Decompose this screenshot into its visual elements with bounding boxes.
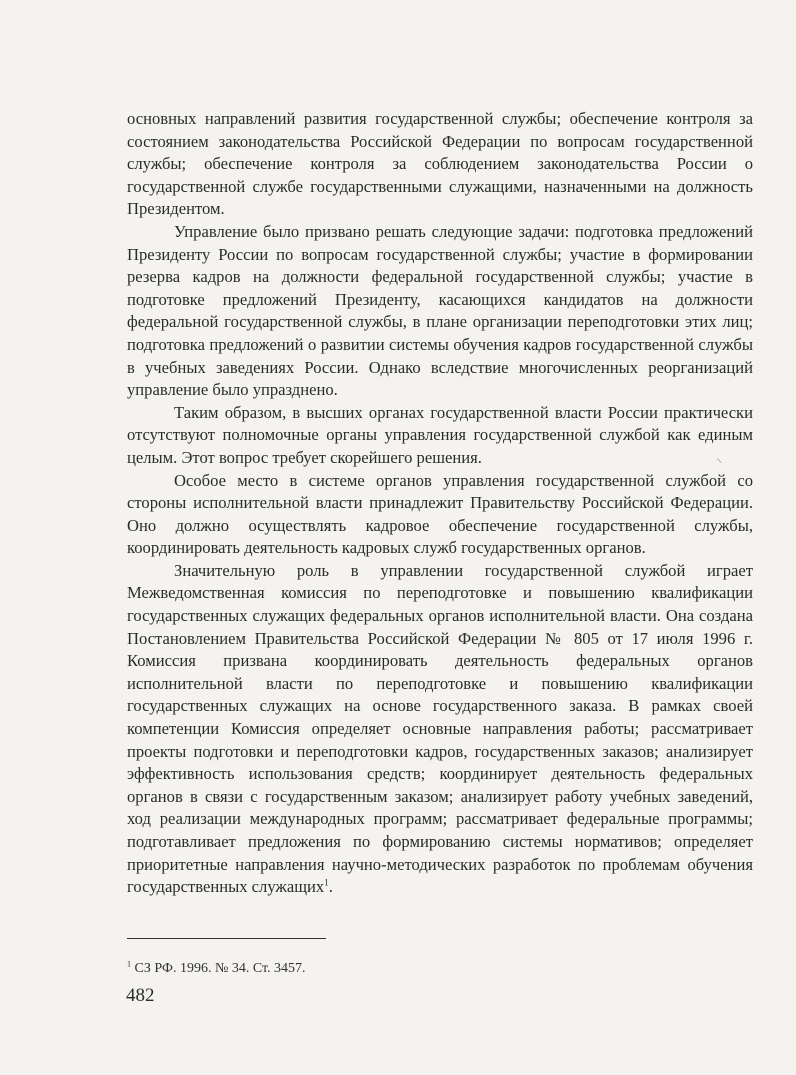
paragraph: Значительную роль в управлении государственной службой играет Межведомственная комиссия по переподготовке и повышению квалификации государственных служащих федеральных органов исполнительной власти. Она создана Постановлением Правительства Российской Федерации № 805 от 17 июля 1996 г. Комиссия призвана координировать деятельность федеральных органов исполнительной власти по переподготовке и повышению квалификации государственных служащих на основе государственного заказа. В рамках своей компетенции Комиссия определяет основные направления работы; рассматривает проекты подготовки и переподготовки кадров, государственных заказов; анализирует эффективность использования средств; координирует деятельность федеральных органов в связи с государственным заказом; анализирует работу учебных заведений, ход реализации международных программ; рассматривает федеральные программы; подготавливает предложения по формированию системы нормативов; определяет приоритетные направления научно-методических разработок по проблемам обучения государственных служащих$^1$.: [127, 560, 753, 897]
stray-scan-mark: ⸜: [716, 450, 723, 465]
footnote-number: 1: [127, 959, 131, 969]
paragraph: Управление было призвано решать следующие задачи: подготовка предложений Президенту России по вопросам государственной службы; участие в формировании резерва кадров на должности федеральной государственной службы; участие в подготовке предложений Президенту, касающихся кандидатов на должности федеральной государственной службы, в плане организации переподготовки этих лиц; подготовка предложений о развитии системы обучения кадров государственной службы в учебных заведениях России. Однако вследствие многочисленных реорганизаций управление было упразднено.: [127, 221, 753, 400]
paragraph: основных направлений развития государственной службы; обеспечение контроля за состоянием законодательства Российской Федерации по вопросам государственной службы; обеспечение контроля за соблюдением законодательства России о государственной службе государственными служащими, назначенными на должность Президентом.: [127, 109, 753, 219]
footnote-reference[interactable]: 1: [324, 877, 329, 888]
footnote: [127, 960, 306, 978]
paragraph: Особое место в системе органов управления государственной службой со стороны исполнительной власти принадлежит Правительству Российской Федерации. Оно должно осуществлять кадровое обеспечение государственной службы, координировать деятельность кадровых служб государственных органов.: [127, 470, 753, 558]
paragraph-text: Значительную роль в управлении государственной службой играет Межведомственная комиссия по переподготовке и повышению квалификации государственных служащих федеральных органов исполнительной власти. Она создана Постановлением Правительства Российской Федерации № 805 от 17 июля 1996 г. Комиссия призвана координировать деятельность федеральных органов исполнительной власти по переподготовке и повышению квалификации государственных служащих на основе государственного заказа. В рамках своей компетенции Комиссия определяет основные направления работы; рассматривает проекты подготовки и переподготовки кадров, государственных заказов; анализирует эффективность использования средств; координирует деятельность федеральных органов в связи с государственным заказом; анализирует работу учебных заведений, ход реализации международных программ; рассматривает федеральные программы; подготавливает предложения по формированию системы нормативов; определяет приоритетные направления научно-методических разработок по проблемам обучения государственных служащих: [127, 560, 753, 897]
page-number: 482: [126, 985, 155, 1006]
footnote-text: СЗ РФ. 1996. № 34. Ст. 3457.: [134, 961, 306, 976]
footnote-separator: [127, 938, 326, 939]
body-text: [127, 108, 753, 899]
paragraph: Таким образом, в высших органах государственной власти России практически отсутствуют полномочные органы управления государственной службой как единым целым. Этот вопрос требует скорейшего решения.: [127, 402, 753, 467]
